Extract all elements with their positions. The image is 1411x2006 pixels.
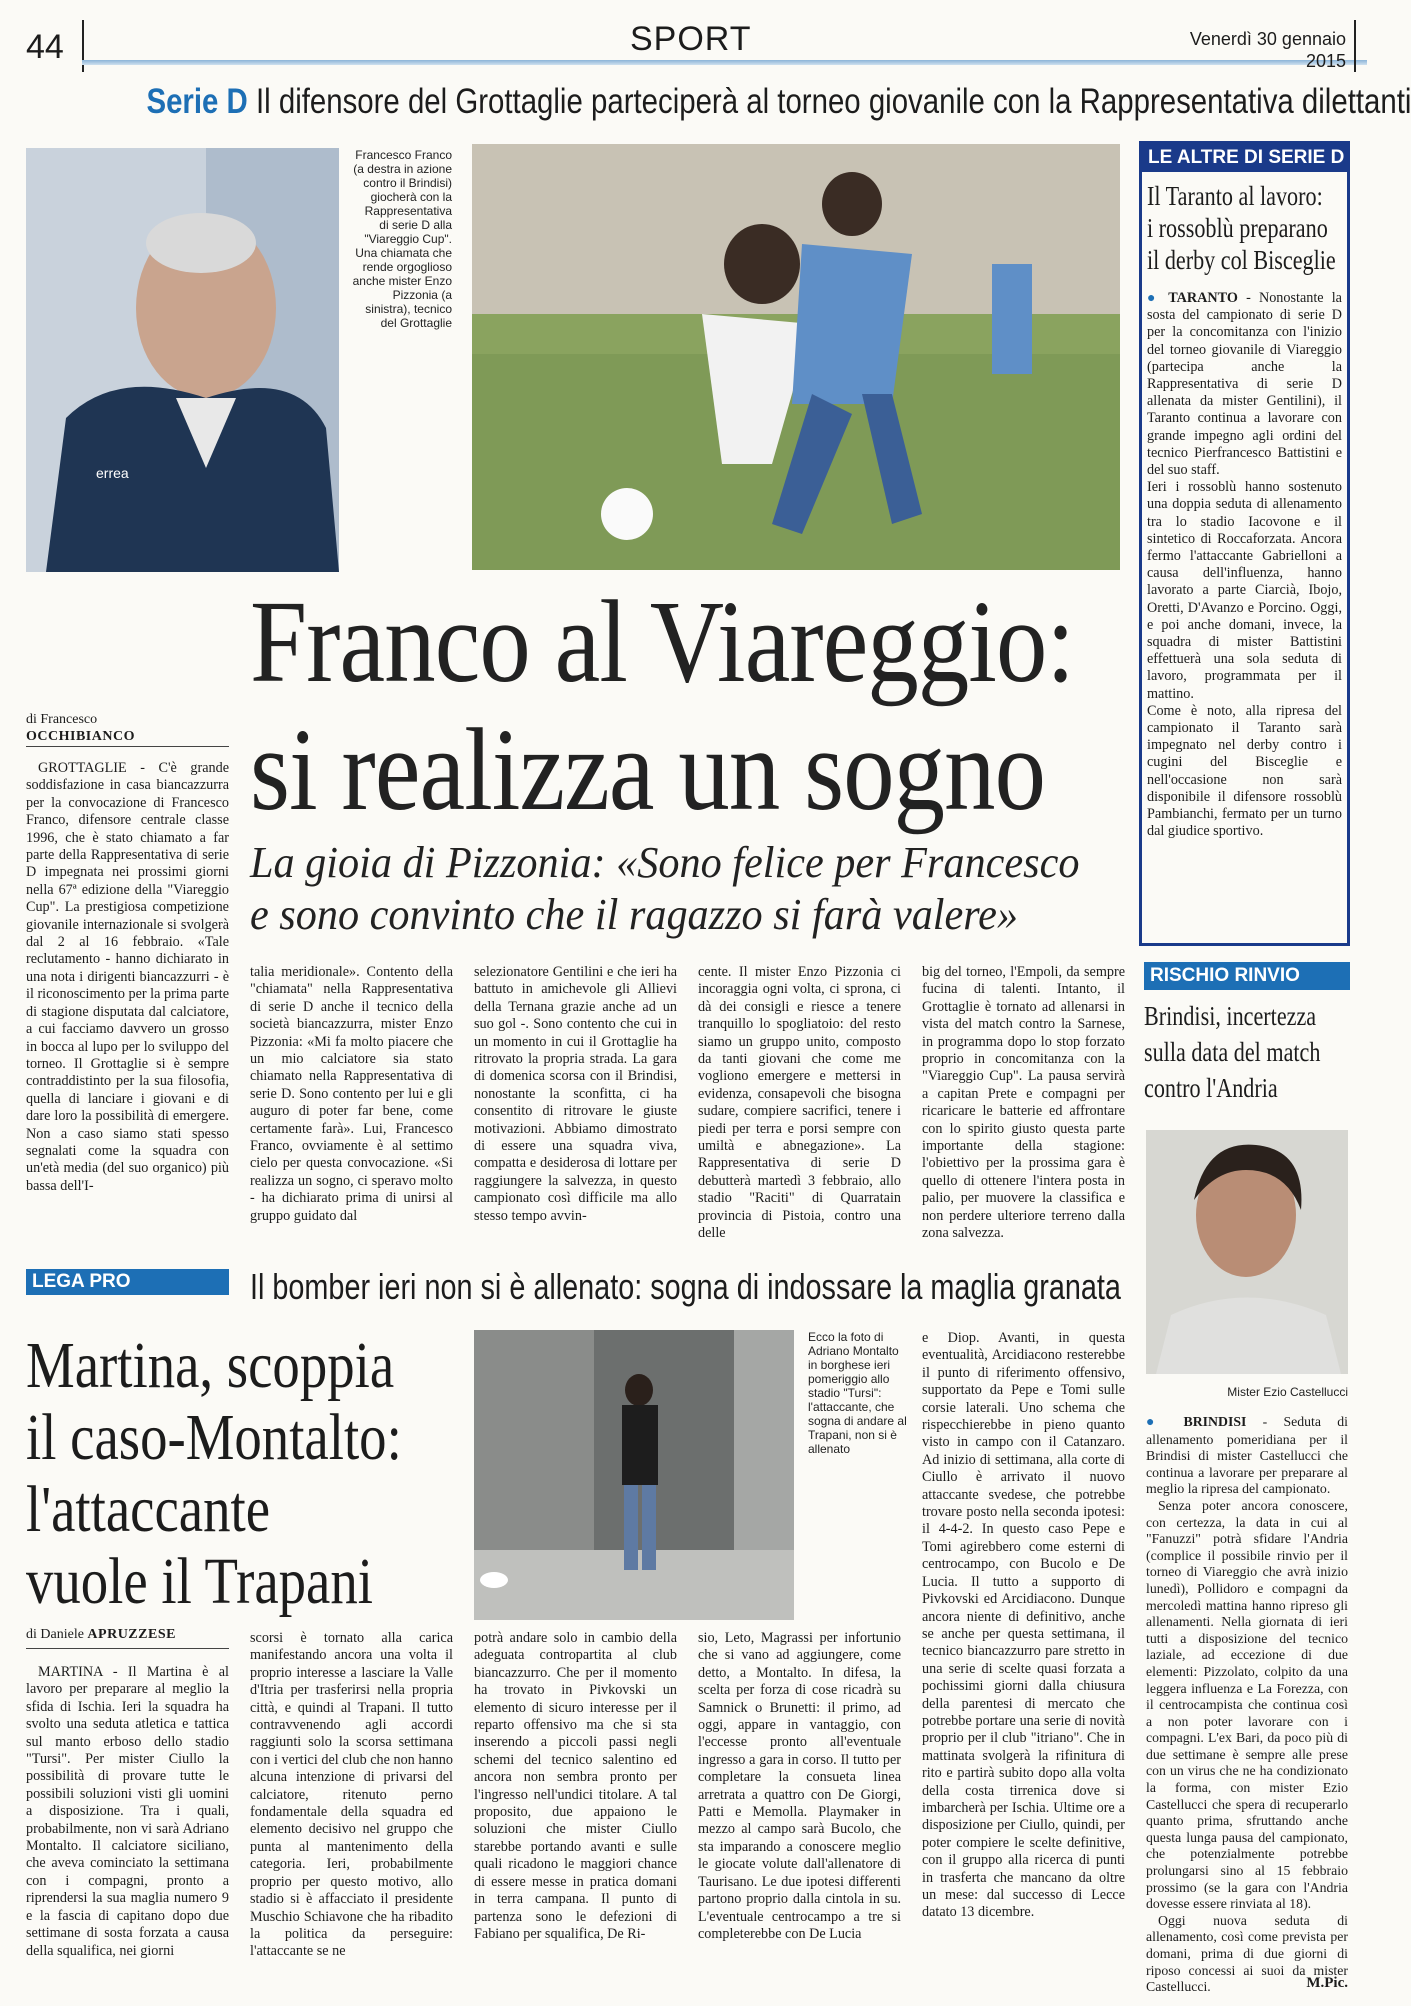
byline-prefix: di Francesco [26, 712, 98, 727]
bullet-icon: ● [1146, 1415, 1168, 1430]
main-col-2 [250, 964, 453, 1254]
martina-headline-1: Martina, scoppia [26, 1329, 395, 1402]
montalto-photo [474, 1330, 794, 1620]
main-photo-caption: Francesco Franco (a destra in azione contro il Brindisi) giocherà con la Rappresentativa di serie D alla "Viareggio Cup". Una chiamata che rende orgoglioso anche mister Enzo Pizzonia (a sinistra), tecnico del Grottaglie [352, 148, 452, 330]
main-deck-line2: e sono convinto che il ragazzo si farà valere» [250, 890, 1019, 939]
lega-pro-label: LEGA PRO [26, 1269, 229, 1295]
lega-col-2-text: scorsi è tornato alla carica manifestando ancora una volta il proprio interesse a lasciare la Valle d'Itria per trasferirsi nella propria città, e quindi al Trapani. Il tutto contravvenendo agli accordi raggiunti solo la scorsa settimana con i vertici del club che non hanno alcuna intenzione di privarsi del calciatore, ritenuto perno fondamentale della squadra ed elemento decisivo nel gruppo che punta al mantenimento della categoria. Ieri, probabilmente proprio per questo motivo, allo stadio si è affacciato il presidente Muschio Schiavone che ha ribadito la politica da perseguire: l'attaccante se ne [250, 1630, 453, 1960]
byline-author: OCCHIBIANCO [26, 729, 135, 744]
sidebar-taranto-label: LE ALTRE DI SERIE D [1142, 144, 1347, 172]
sidebar-brindisi-dateline: BRINDISI [1183, 1414, 1247, 1429]
pizzonia-photo [26, 148, 339, 572]
lega-col-4-text: sio, Leto, Magrassi per infortunio che si vano ad aggiungere, come detto, a Montalto. In difesa, la scelta per forza di cose ricadrà su Samnick o Brunetti: il primo, ad oggi, appare in vantaggio, con l'eccesse pronto all'eventuale ingresso a gara in corso. Il tutto per completare la consueta linea arretrata a quattro con De Giorgi, Patti e Memolla. Playmaker in mezzo al campo sarà Bucolo, che sta imparando a conoscere meglio le giocate volute dall'allenatore di Taurisano. Le due ipotesi differenti partono proprio dalla cintola in su. L'eventuale centrocampo a tre si completerebbe con De Lucia [698, 1630, 901, 1942]
kicker-tag: Serie D [146, 82, 248, 121]
sidebar-brindisi-p2: Senza poter ancora conoscere, con certezza, la data in cui al "Fanuzzi" potrà sfidare l'Andria (complice il possibile rinvio per il torneo di Viareggio che avrà inizio lunedì), Pollidoro e compagni da mercoledì mattina hanno ripreso gli allenamenti. Nella giornata di ieri tutti a disposizione del tecnico laziale, ad eccezione di due elementi: Pizzolato, colpito da una leggera influenza e La Forezza, con il centrocampista che continua così a non poter lavorare con i compagni. L'ex Bari, da poco più di due settimane è sempre alle prese con un virus che ne ha condizionato la forma, con mister Ezio Castellucci che spera di recuperarlo quanto prima, sfruttando anche questa lunga pausa del campionato, che potenzialmente potrebbe prolungarsi sino al 15 febbraio prossimo (se la gara con l'Andria dovesse essere rinviata al 18). [1146, 1497, 1348, 1912]
date-day: Venerdì 30 gennaio [1189, 29, 1346, 49]
lega-col-3 [474, 1630, 677, 1996]
main-headline-line1: Franco al Viareggio: [250, 576, 1075, 707]
martina-headline-2: il caso-Montalto: [26, 1401, 402, 1474]
sidebar-taranto-p1: - Nonostante la sosta del campionato di serie D per la concomitanza con l'inizio del torneo giovanile di Viareggio (partecipa anche la Rappresentativa di serie D allenata da mister Gentilini), il Taranto continua a lavorare con grande impegno agli ordini del tecnico Pierfrancesco Battistini e del suo staff. [1147, 290, 1342, 479]
sidebar-brindisi-headline-1: Brindisi, incertezza [1144, 1001, 1317, 1031]
lega-col-1 [26, 1664, 229, 1994]
martina-headline-3: l'attaccante [26, 1473, 271, 1546]
lega-byline-rule [26, 1648, 229, 1649]
lega-byline-prefix: di Daniele [26, 1627, 84, 1642]
main-col-5-text: big del torneo, l'Empoli, da sempre fucina di talenti. Intanto, il Grottaglie è tornato ad allenarsi in vista del match contro la Sarnese, in programma dopo lo stop forzato proprio in concomitanza con la "Viareggio Cup". La pausa servirà a capitan Prete e compagni per ricaricare le batterie ed affrontare con lo spirito giusto questa parte importante della stagione: l'obiettivo per la prossima gara è quello di ottenere l'intera posta in palio, per muovere la classifica e non perdere ulteriore terreno dalla zona salvezza. [922, 964, 1125, 1242]
lega-pro-byline [26, 1626, 229, 1643]
castellucci-caption: Mister Ezio Castellucci [1227, 1385, 1348, 1399]
sidebar-brindisi-label: RISCHIO RINVIO [1144, 962, 1350, 990]
main-col-4 [698, 964, 901, 1254]
svg-text:errea: errea [96, 465, 129, 481]
sidebar-brindisi-p3: Oggi nuova seduta di allenamento, così come prevista per domani, prima di due giorni di riposo concessi ai suoi da mister Castellucci. [1146, 1912, 1348, 1995]
main-headline-line2: si realizza un sogno [250, 704, 1046, 835]
lega-col-5 [922, 1330, 1125, 1996]
sidebar-brindisi-signature: M.Pic. [1306, 1975, 1348, 1991]
sidebar-brindisi-headline-3: contro l'Andria [1144, 1073, 1278, 1103]
lega-col-2 [250, 1630, 453, 1996]
sidebar-brindisi-body [1146, 1414, 1348, 1995]
main-byline [26, 711, 229, 745]
lega-col-3-text: potrà andare solo in cambio della adeguata contropartita al club biancazzurro. Che per il momento ha trovato in Pivkovski un elemento di sicuro interesse per il reparto offensivo ma che si sta inserendo a piccoli passi negli schemi del tecnico salentino ed ancora non sembra pronto per l'ingresso nell'undici titolare. A tal proposito, due appaiono le soluzioni che mister Ciullo starebbe portando avanti e sulle quali ricadono le maggiori chance di essere messe in pratica domani in terra campana. Il punto di partenza sono le defezioni di Fabiano per squalifica, De Ri- [474, 1630, 677, 1942]
sidebar-taranto [1139, 141, 1350, 946]
issue-date [1190, 28, 1346, 72]
bullet-icon: ● [1147, 291, 1161, 306]
sidebar-brindisi-headline-2: sulla data del match [1144, 1037, 1321, 1067]
sidebar-brindisi-p1: - Seduta di allenamento pomeridiana per il Brindisi di mister Castellucci che continua a lavorare per preparare al meglio la ripresa del campionato. [1146, 1414, 1348, 1497]
sidebar-taranto-headline-3: il derby col Bisceglie [1147, 245, 1336, 275]
main-col-3 [474, 964, 677, 1254]
lega-byline-author: APRUZZESE [87, 1627, 176, 1642]
match-photo [472, 144, 1120, 570]
castellucci-photo [1146, 1130, 1348, 1374]
date-year: 2015 [1305, 51, 1346, 71]
main-col-2-text: talia meridionale». Contento della "chiamata" nella Rappresentativa di serie D anche il tecnico della società biancazzurra, mister Enzo Pizzonia: «Mi fa molto piacere che un mio calciatore sia stato chiamato nella Rappresentativa di serie D. Sono contento per lui e gli auguro di poter far bene, come certamente farà». Lui, Francesco Franco, ovviamente è al settimo cielo per questa convocazione. «Si realizza un sogno, ci speravo molto - ha dichiarato prima di unirsi al gruppo guidato dal [250, 964, 453, 1224]
section-title: SPORT [630, 20, 752, 58]
main-col-1-text: GROTTAGLIE - C'è grande soddisfazione in casa biancazzurra per la convocazione di Francesco Franco, difensore centrale classe 1996, che è stato chiamato a far parte della Rappresentativa di serie D impegnata nei prossimi giorni nella 67ª edizione della "Viareggio Cup". La prestigiosa competizione giovanile internazionale si svolgerà dal 2 al 16 febbraio. «Tale reclutamento - hanno dichiarato in una nota i dirigenti biancazzurri - è il riconoscimento per la prima parte di stagione disputata dal calciatore, a cui facciamo davvero un grosso in bocca al lupo per lo sviluppo del torneo. Il Grottaglie si è sempre contraddistinto per la sua filosofia, quella di lanciare i giovani e di dare loro la possibilità di emergere. Non a caso siamo stati spesso segnalati come la squadra con un'età media (del suo organico) più bassa dell'I- [26, 760, 229, 1194]
sidebar-taranto-headline-1: Il Taranto al lavoro: [1147, 181, 1323, 211]
kicker-text: Il difensore del Grottaglie parteciperà al torneo giovanile con la Rappresentativa dilettanti [255, 82, 1411, 121]
header-rule [82, 60, 1367, 65]
lega-col-4 [698, 1630, 901, 1996]
sidebar-taranto-dateline: TARANTO [1168, 290, 1238, 306]
montalto-caption: Ecco la foto di Adriano Montalto in borghese ieri pomeriggio allo stadio "Tursi": l'attaccante, che sogna di andare al Trapani, non si è allenato [808, 1330, 907, 1456]
sidebar-taranto-headline-2: i rossoblù preparano [1147, 213, 1328, 243]
page-number: 44 [26, 28, 64, 66]
sidebar-taranto-p2: Ieri i rossoblù hanno sostenuto una doppia seduta di allenamento tra lo stadio Iacovone e il sintetico di Roccaforzata. Ancora fermo l'attaccante Gabrielloni a causa dell'influenza, hanno lavorato a parte Ciarcià, Ibojo, Oretti, D'Avanzo e Porcino. Oggi, e poi anche domani, invece, la squadra di mister Battistini effettuerà una sola seduta di lavoro, programmata per il mattino. [1147, 479, 1342, 702]
lega-col-5-text: e Diop. Avanti, in questa eventualità, Arcidiacono resterebbe il punto di riferimento offensivo, supportato da Pepe e Tomi sulle corsie laterali. Uno schema che rispecchierebbe in pieno quanto visto in campo con il Catanzaro. Ad inizio di settimana, alla corte di Ciullo è arrivato il nuovo attaccante svedese, che potrebbe trovare posto nella seconda ipotesi: il 4-4-2. In questo caso Pepe e Tomi agirebbero come esterni di centrocampo, con Bucolo e De Lucia. Il tutto a supporto di Pivkovski ed Arcidiacono. Dunque ancora niente di definitivo, anche se anche per questa settimana, il tecnico biancazzurro pare stretto in una serie di scelte quasi forzata a pochissimi giorni dalla chiusura della parentesi di mercato che potrebbe portare una serie di novità proprio per il club "itriano". Che in mattinata svolgerà la rifinitura di rito e partirà subito dopo alla volta della costa tirrenica dove si imbarcherà per Ischia. Ultime ore a disposizione per Ciullo, quindi, per poter compiere le scelte definitive, con il gruppo alla ricerca di punti in trasferta che mancano da oltre un mese: dal successo di Lecce datato 13 dicembre. [922, 1330, 1125, 1921]
lega-pro-subhead: Il bomber ieri non si è allenato: sogna di indossare la maglia granata [250, 1266, 1121, 1307]
main-col-4-text: cente. Il mister Enzo Pizzonia ci incoraggia ogni volta, ci sprona, ci dà dei consigli e riesce a tenere tranquillo lo spogliatoio: del resto siamo un gruppo unito, composto da tanti giovani che come me vogliono emergere e mettersi in evidenza, consapevoli che bisogna sudare, compiere sacrifici, tenere i piedi per terra e porsi sempre con umiltà e abnegazione». La Rappresentativa di serie D debutterà martedì 3 febbraio, allo stadio "Raciti" di Quarratain provincia di Pistoia, contro una delle [698, 964, 901, 1242]
lega-col-1-text: MARTINA - Il Martina è al lavoro per preparare al meglio la sfida di Ischia. Ieri la squadra ha svolto una seduta atletica e tattica sul manto erboso dello stadio "Tursi". Per mister Ciullo la possibilità di provare tutte le possibili soluzioni visti gli uomini a disposizione. Tra i quali, probabilmente, non vi sarà Adriano Montalto. Il calciatore siciliano, che aveva cominciato la settimana con i compagni, pronto a riprendersi la sua maglia numero 9 e la fascia di capitano dopo due settimane di sosta forzata a causa della squalifica, nei giorni [26, 1664, 229, 1959]
sidebar-taranto-body [1147, 290, 1342, 841]
martina-headline-4: vuole il Trapani [26, 1545, 373, 1618]
byline-rule [26, 746, 229, 747]
main-col-1 [26, 760, 229, 1250]
martina-headline [26, 1330, 402, 1618]
main-col-5 [922, 964, 1125, 1254]
sidebar-taranto-p3: Come è noto, alla ripresa del campionato il Taranto sarà impegnato nel derby contro i cugini del Bisceglie e nell'occasione non sarà disponibile il difensore rossoblù Pambianchi, fermato per un turno dal giudice sportivo. [1147, 702, 1342, 840]
main-col-3-text: selezionatore Gentilini e che ieri ha battuto in amichevole gli Allievi della Ternana grazie anche ad un suo gol -. Sono contento che cui in un momento in cui il Grottaglie ha ritrovato la propria strada. La gara di domenica scorsa con il Brindisi, nonostante la sconfitta, ci ha consentito di ritrovare le giuste motivazioni. Abbiamo dimostrato di essere una squadra viva, compatta e desiderosa di lottare per raggiungere la salvezza, in questo campionato così difficile ma allo stesso tempo avvin- [474, 964, 677, 1224]
header-divider-right [1354, 20, 1356, 72]
main-deck-line1: La gioia di Pizzonia: «Sono felice per Francesco [250, 838, 1080, 887]
kicker [146, 82, 1411, 122]
